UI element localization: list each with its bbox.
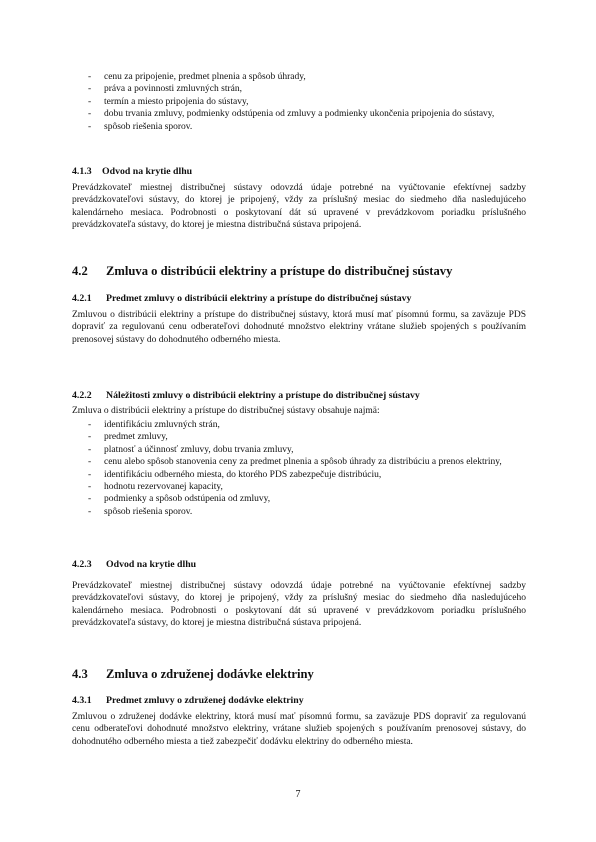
list-item: - platnosť a účinnosť zmluvy, dobu trvania zmluvy, (88, 444, 508, 456)
section-4-2-2-heading (72, 390, 420, 402)
list-item: - hodnotu rezervovanej kapacity, (88, 481, 508, 493)
section-4-2-2-intro: Zmluva o distribúcii elektriny a prístupe do distribučnej sústavy obsahuje najmä: (72, 406, 380, 416)
section-4-3-1-text: Zmluvou o združenej dodávke elektriny, ktorá musí mať písomnú formu, sa zaväzuje PDS dopraviť za regulovanú cenu odberateľovi dohodnuté množstvo elektriny, vrátane služieb spojených s používaním prenosovej sústavy, do dohodnutého odberného miesta a tiež zabezpečiť dodávku elektriny do odberného miesta. (72, 712, 526, 747)
section-4-2-heading (72, 264, 452, 279)
list-item: - spôsob riešenia sporov. (88, 506, 508, 518)
list-item: - dobu trvania zmluvy, podmienky odstúpenia od zmluvy a podmienky ukončenia pripojenia do sústavy, (88, 108, 508, 120)
section-title: Predmet zmluvy o distribúcii elektriny a prístupe do distribučnej sústavy (106, 293, 412, 304)
section-title: Zmluva o združenej dodávke elektriny (106, 667, 314, 681)
section-4-3-1-heading (72, 695, 304, 707)
section-4-2-1-text: Zmluvou o distribúcii elektriny a prístupe do distribučnej sústavy, ktorá musí mať písomnú formu, sa zaväzuje PDS dopraviť za regulovanú cenu odberateľovi dohodnuté množstvo elektriny vrátane služieb spojených s používaním prenosovej sústavy do dohodnutého odberného miesta. (72, 310, 526, 345)
list-item: - spôsob riešenia sporov. (88, 121, 508, 133)
section-4-2-3-text: Prevádzkovateľ miestnej distribučnej sústavy odovzdá údaje potrebné na vyúčtovanie efektívnej sadzby prevádzkovateľovi sústavy, do ktorej je pripojený, vždy za príslušný mesiac do siedmeho dňa nasledujúceho kalendárneho mesiaca. Podrobnosti o poskytovaní dát sú upravené v prevádzkovom poriadku príslušného prevádzkovateľa sústavy, do ktorej je miestna distribučná sústava pripojená. (72, 581, 526, 629)
section-title: Predmet zmluvy o združenej dodávke elektriny (106, 695, 304, 706)
contract-requirements-list (88, 419, 508, 518)
section-title: Odvod na krytie dlhu (102, 166, 193, 177)
section-4-2-3-heading (72, 559, 196, 571)
list-item: - identifikáciu zmluvných strán, (88, 419, 508, 431)
section-number: 4.2.3 (72, 559, 92, 570)
section-title: Odvod na krytie dlhu (106, 559, 197, 570)
section-title: Náležitosti zmluvy o distribúcii elektriny a prístupe do distribučnej sústavy (106, 390, 420, 401)
page-number: 7 (295, 789, 301, 800)
section-number: 4.1.3 (72, 166, 92, 177)
list-item: - identifikáciu odberného miesta, do ktorého PDS zabezpečuje distribúciu, (88, 469, 508, 481)
section-title: Zmluva o distribúcii elektriny a prístupe do distribučnej sústavy (106, 264, 453, 278)
section-4-2-1-heading (72, 293, 411, 305)
section-number: 4.3 (72, 667, 88, 681)
pripojenie-contract-list (88, 71, 508, 133)
section-number: 4.2.2 (72, 390, 92, 401)
section-4-1-3-text: Prevádzkovateľ miestnej distribučnej sústavy odovzdá údaje potrebné na vyúčtovanie efektívnej sadzby prevádzkovateľovi sústavy, do ktorej je pripojený, vždy za príslušný mesiac do siedmeho dňa nasledujúceho kalendárneho mesiaca. Podrobnosti o poskytovaní dát sú upravené v prevádzkovom poriadku príslušného prevádzkovateľa sústavy, do ktorej je miestna distribučná sústava pripojená. (72, 183, 526, 231)
list-item: - cenu za pripojenie, predmet plnenia a spôsob úhrady, (88, 71, 508, 83)
section-number: 4.2 (72, 264, 88, 278)
section-4-1-3-heading (72, 166, 192, 178)
section-4-3-heading (72, 667, 314, 682)
list-item: - podmienky a spôsob odstúpenia od zmluvy, (88, 493, 508, 505)
list-item: - práva a povinnosti zmluvných strán, (88, 83, 508, 95)
section-number: 4.3.1 (72, 695, 92, 706)
list-item: - cenu alebo spôsob stanovenia ceny za predmet plnenia a spôsob úhrady za distribúciu a prenos elektriny, (88, 456, 508, 468)
list-item: - predmet zmluvy, (88, 431, 508, 443)
section-number: 4.2.1 (72, 293, 92, 304)
list-item: - termín a miesto pripojenia do sústavy, (88, 96, 508, 108)
